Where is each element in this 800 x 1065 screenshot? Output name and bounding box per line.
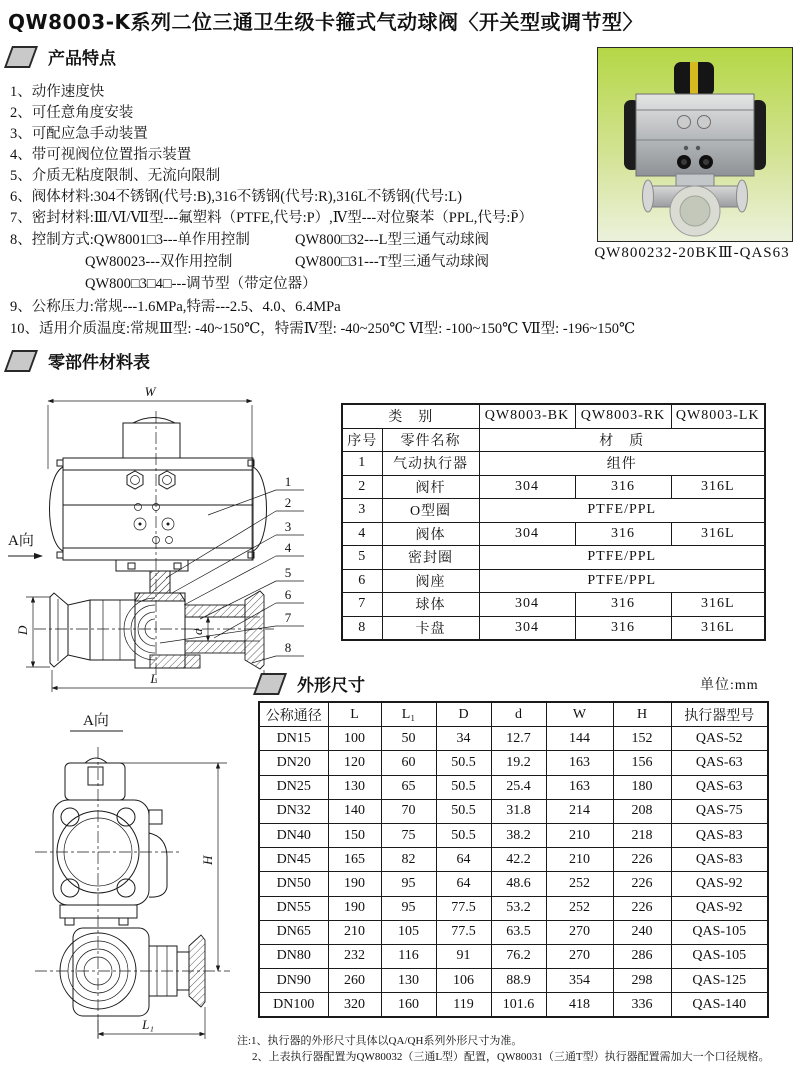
table-cell: 零件名称	[382, 428, 479, 452]
table-cell: 214	[546, 799, 613, 823]
table-cell: DN32	[259, 799, 328, 823]
table-cell: 70	[381, 799, 436, 823]
view-direction-label: A向	[8, 533, 34, 549]
table-row	[342, 475, 765, 499]
table-cell: 130	[328, 775, 381, 799]
table-cell: 2	[342, 475, 382, 499]
table-cell: DN65	[259, 920, 328, 944]
table-cell: QAS-83	[671, 823, 768, 847]
table-cell: 5	[342, 546, 382, 570]
table-cell: QAS-105	[671, 920, 768, 944]
table-cell: 163	[546, 751, 613, 775]
note-line-2: 2、上表执行器配置为QW80032（三通L型）配置，QW80031（三通T型）执行器配置需加大一个口径规格。	[252, 1051, 770, 1063]
section-marker-icon	[4, 46, 38, 68]
table-cell: 165	[328, 848, 381, 872]
table-cell: 60	[381, 751, 436, 775]
table-cell: 316L	[671, 522, 765, 546]
table-cell: 64	[436, 872, 491, 896]
table-cell: 卡盘	[382, 616, 479, 640]
table-cell: 3	[342, 499, 382, 523]
table-cell: 232	[328, 944, 381, 968]
svg-text:4: 4	[284, 540, 292, 555]
valve-end-view-drawing	[15, 695, 250, 1057]
table-cell: 阀座	[382, 569, 479, 593]
table-cell: 53.2	[491, 896, 546, 920]
table-cell: 316L	[671, 616, 765, 640]
table-cell: 88.9	[491, 969, 546, 993]
table-cell: 公称通径	[259, 702, 328, 727]
table-cell: DN15	[259, 727, 328, 751]
table-cell: QAS-63	[671, 751, 768, 775]
table-cell: 140	[328, 799, 381, 823]
table-cell: H	[613, 702, 671, 727]
table-row	[342, 569, 765, 593]
table-cell: 226	[613, 896, 671, 920]
table-cell: 316	[575, 522, 671, 546]
table-cell: 序号	[342, 428, 382, 452]
table-cell: 82	[381, 848, 436, 872]
feature-line: 7、密封材料:Ⅲ/Ⅵ/Ⅶ型---氟塑料（PTFE,代号:P）,Ⅳ型---对位聚苯（PPL,代号:P̄）	[10, 210, 533, 226]
table-cell: d	[491, 702, 546, 727]
table-cell: 8	[342, 616, 382, 640]
table-cell: DN100	[259, 993, 328, 1018]
svg-text:3: 3	[284, 519, 292, 534]
table-cell: 316L	[671, 475, 765, 499]
table-row	[259, 872, 768, 896]
feature-line: QW800□3□4□---调节型（带定位器）	[85, 276, 317, 292]
table-row	[342, 452, 765, 476]
table-cell: 42.2	[491, 848, 546, 872]
table-cell: 163	[546, 775, 613, 799]
section-marker-icon	[253, 673, 287, 695]
table-cell: 320	[328, 993, 381, 1018]
table-row	[342, 499, 765, 523]
dim-label-h: H	[200, 855, 215, 865]
feature-line: 1、动作速度快	[10, 84, 105, 100]
table-cell: 270	[546, 944, 613, 968]
table-cell: QAS-83	[671, 848, 768, 872]
table-cell: 12.7	[491, 727, 546, 751]
table-cell: 226	[613, 848, 671, 872]
table-cell: 气动执行器	[382, 452, 479, 476]
table-cell: 418	[546, 993, 613, 1018]
section-header-features	[8, 44, 116, 69]
table-cell: 252	[546, 872, 613, 896]
feature-line: 8、控制方式:QW8001□3---单作用控制 QW800□32---L型三通气动球阀	[10, 232, 490, 248]
table-cell: 34	[436, 727, 491, 751]
table-cell: 19.2	[491, 751, 546, 775]
table-cell: QW8003-RK	[575, 404, 671, 428]
table-cell: PTFE/PPL	[479, 499, 765, 523]
table-cell: 190	[328, 896, 381, 920]
table-cell: PTFE/PPL	[479, 569, 765, 593]
table-cell: 120	[328, 751, 381, 775]
dim-label-l1: L₁	[142, 1017, 154, 1032]
table-cell: 阀体	[382, 522, 479, 546]
svg-text:1: 1	[284, 474, 292, 489]
table-cell: 218	[613, 823, 671, 847]
table-cell: 116	[381, 944, 436, 968]
table-row	[259, 993, 768, 1018]
table-cell: 50.5	[436, 775, 491, 799]
table-row	[259, 702, 768, 727]
table-cell: 76.2	[491, 944, 546, 968]
table-cell: 260	[328, 969, 381, 993]
table-cell: 50.5	[436, 751, 491, 775]
table-cell: DN80	[259, 944, 328, 968]
dim-label-d-small: d	[190, 628, 205, 635]
table-cell: O型圈	[382, 499, 479, 523]
table-cell: 354	[546, 969, 613, 993]
materials-table	[341, 403, 766, 641]
table-cell: 球体	[382, 593, 479, 617]
feature-line: 10、适用介质温度:常规Ⅲ型: -40~150℃，特需Ⅳ型: -40~250℃ Ⅵ型: -100~150℃ Ⅶ型: -196~150℃	[10, 321, 636, 337]
note-line-1: 注:1、执行器的外形尺寸具体以QA/QH系列外形尺寸为准。	[237, 1035, 523, 1047]
table-cell: 106	[436, 969, 491, 993]
table-cell: QAS-140	[671, 993, 768, 1018]
table-row	[259, 944, 768, 968]
table-cell: 160	[381, 993, 436, 1018]
feature-line: 5、介质无粘度限制、无流向限制	[10, 168, 221, 184]
section-heading: 产品特点	[48, 49, 116, 69]
table-cell: 119	[436, 993, 491, 1018]
table-cell: 190	[328, 872, 381, 896]
feature-line: 4、带可视阀位位置指示装置	[10, 147, 192, 163]
view-direction-label: A向	[83, 713, 109, 729]
table-cell: 226	[613, 872, 671, 896]
table-cell: QAS-63	[671, 775, 768, 799]
callout-leaders	[160, 474, 304, 663]
table-cell: 执行器型号	[671, 702, 768, 727]
table-cell: 6	[342, 569, 382, 593]
table-cell: L₁	[381, 702, 436, 727]
table-cell: 144	[546, 727, 613, 751]
table-row	[342, 404, 765, 428]
table-cell: 95	[381, 872, 436, 896]
product-photo-image	[598, 48, 792, 241]
table-cell: D	[436, 702, 491, 727]
table-cell: QW8003-BK	[479, 404, 575, 428]
table-row	[342, 546, 765, 570]
feature-line: 3、可配应急手动装置	[10, 126, 148, 142]
table-cell: 252	[546, 896, 613, 920]
table-cell: 316	[575, 475, 671, 499]
table-cell: 105	[381, 920, 436, 944]
table-cell: W	[546, 702, 613, 727]
table-cell: 50	[381, 727, 436, 751]
product-photo	[597, 47, 793, 242]
table-cell: PTFE/PPL	[479, 546, 765, 570]
feature-line: QW80023---双作用控制 QW800□31---T型三通气动球阀	[85, 254, 490, 270]
table-row	[342, 616, 765, 640]
dimensions-table	[258, 701, 769, 1018]
table-cell: 7	[342, 593, 382, 617]
table-cell: 95	[381, 896, 436, 920]
table-cell: 类 别	[342, 404, 479, 428]
table-cell: 298	[613, 969, 671, 993]
section-marker-icon	[4, 350, 38, 372]
table-cell: 65	[381, 775, 436, 799]
section-header-materials	[8, 348, 150, 373]
table-cell: DN45	[259, 848, 328, 872]
table-cell: 210	[546, 823, 613, 847]
table-cell: 316	[575, 616, 671, 640]
table-cell: 208	[613, 799, 671, 823]
table-cell: QAS-92	[671, 896, 768, 920]
table-cell: 38.2	[491, 823, 546, 847]
table-cell: 180	[613, 775, 671, 799]
dim-label-d-big: D	[15, 625, 30, 635]
table-cell: DN55	[259, 896, 328, 920]
table-cell: QAS-75	[671, 799, 768, 823]
dim-label-w: W	[144, 384, 156, 399]
table-cell: 150	[328, 823, 381, 847]
table-cell: DN50	[259, 872, 328, 896]
table-cell: 304	[479, 475, 575, 499]
page-title: QW8003-K系列二位三通卫生级卡箍式气动球阀〈开关型或调节型〉	[8, 10, 644, 34]
table-row	[259, 848, 768, 872]
photo-caption: QW800232-20BKⅢ-QAS63	[594, 245, 790, 261]
table-cell: 77.5	[436, 920, 491, 944]
svg-text:5: 5	[284, 565, 292, 580]
table-cell: 4	[342, 522, 382, 546]
table-row	[259, 896, 768, 920]
table-cell: 组件	[479, 452, 765, 476]
table-cell: 270	[546, 920, 613, 944]
table-cell: 阀杆	[382, 475, 479, 499]
table-cell: 316	[575, 593, 671, 617]
table-cell: QAS-105	[671, 944, 768, 968]
actuator-body	[636, 94, 754, 176]
features-list	[10, 76, 670, 336]
svg-text:7: 7	[284, 610, 292, 625]
table-cell: 1	[342, 452, 382, 476]
table-cell: 336	[613, 993, 671, 1018]
table-cell: 91	[436, 944, 491, 968]
table-row	[342, 522, 765, 546]
table-row	[259, 823, 768, 847]
feature-line: 9、公称压力:常规---1.6MPa,特需---2.5、4.0、6.4MPa	[10, 299, 341, 315]
table-cell: 材 质	[479, 428, 765, 452]
table-cell: 210	[328, 920, 381, 944]
table-cell: L	[328, 702, 381, 727]
feature-line: 2、可任意角度安装	[10, 105, 134, 121]
table-row	[259, 751, 768, 775]
feature-line: 6、阀体材料:304不锈钢(代号:B),316不锈钢(代号:R),316L不锈钢(代号:L)	[10, 189, 462, 205]
table-row	[259, 969, 768, 993]
table-cell: 316L	[671, 593, 765, 617]
table-cell: QW8003-LK	[671, 404, 765, 428]
svg-text:8: 8	[284, 640, 292, 655]
svg-text:6: 6	[284, 587, 292, 602]
table-cell: DN90	[259, 969, 328, 993]
section-heading: 零部件材料表	[48, 353, 150, 373]
valve-section-drawing	[8, 383, 338, 698]
table-cell: 240	[613, 920, 671, 944]
section-header-dimensions	[257, 671, 365, 696]
table-row	[342, 428, 765, 452]
table-cell: 286	[613, 944, 671, 968]
table-cell: DN20	[259, 751, 328, 775]
table-cell: 77.5	[436, 896, 491, 920]
table-cell: DN40	[259, 823, 328, 847]
table-cell: 101.6	[491, 993, 546, 1018]
unit-label: 单位:mm	[700, 678, 759, 693]
table-cell: 密封圈	[382, 546, 479, 570]
table-cell: 304	[479, 522, 575, 546]
table-cell: 156	[613, 751, 671, 775]
table-cell: QAS-52	[671, 727, 768, 751]
section-heading: 外形尺寸	[297, 676, 365, 696]
table-cell: 50.5	[436, 799, 491, 823]
table-cell: 152	[613, 727, 671, 751]
table-row	[259, 799, 768, 823]
table-cell: 31.8	[491, 799, 546, 823]
svg-text:2: 2	[284, 495, 292, 510]
table-cell: 64	[436, 848, 491, 872]
table-cell: 63.5	[491, 920, 546, 944]
table-cell: DN25	[259, 775, 328, 799]
table-row	[259, 775, 768, 799]
table-cell: 304	[479, 616, 575, 640]
table-cell: 75	[381, 823, 436, 847]
table-row	[259, 727, 768, 751]
table-cell: QAS-92	[671, 872, 768, 896]
table-cell: 304	[479, 593, 575, 617]
table-row	[259, 920, 768, 944]
table-cell: QAS-125	[671, 969, 768, 993]
table-cell: 48.6	[491, 872, 546, 896]
table-cell: 100	[328, 727, 381, 751]
dim-label-l: L	[150, 671, 158, 686]
table-cell: 25.4	[491, 775, 546, 799]
table-cell: 50.5	[436, 823, 491, 847]
table-row	[342, 593, 765, 617]
table-cell: 210	[546, 848, 613, 872]
table-cell: 130	[381, 969, 436, 993]
